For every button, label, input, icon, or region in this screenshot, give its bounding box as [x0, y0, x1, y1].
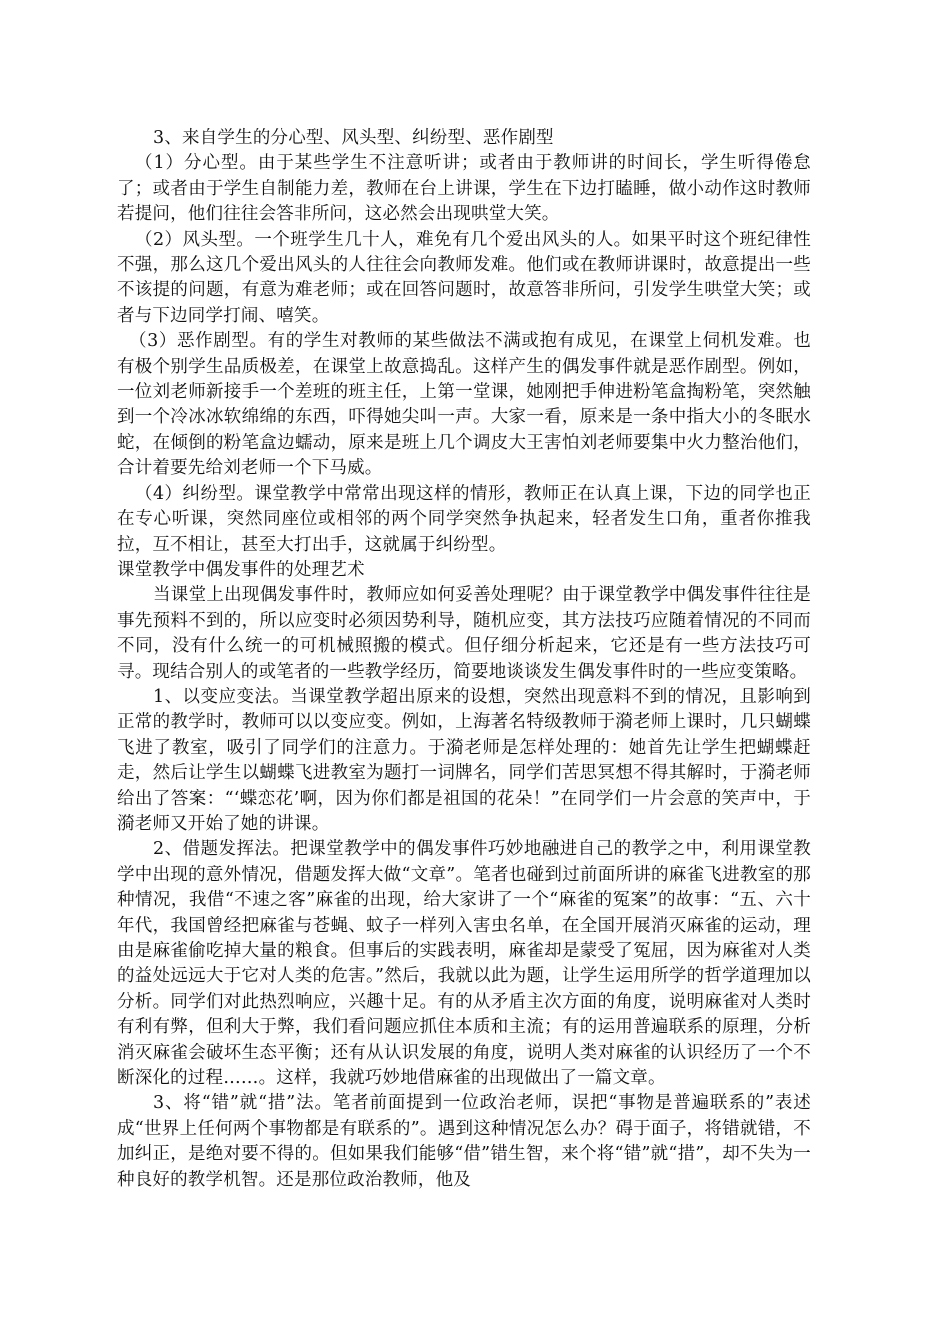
section-heading-student-types: 3、来自学生的分心型、风头型、纠纷型、恶作剧型	[153, 128, 554, 148]
paragraph-distraction-type: （1）分心型。由于某些学生不注意听讲；或者由于教师讲的时间长，学生听得倦怠了；或者由于学生自制能力差，教师在台上讲课，学生在下边打瞌睡，做小动作这时教师若提问，他们往往会答非所问，这必然会出现哄堂大笑。	[117, 153, 811, 225]
paragraph-handling-intro: 当课堂上出现偶发事件时，教师应如何妥善处理呢？由于课堂教学中偶发事件往往是事先预料不到的，所以应变时必须因势利导，随机应变，其方法技巧应随着情况的不同而不同，没有什么统一的可机械照搬的模式。但仔细分析起来，它还是有一些方法技巧可寻。现结合别人的或笔者的一些教学经历，简要地谈谈发生偶发事件时的一些应变策略。	[117, 585, 811, 682]
paragraph-method-adapt: 1、以变应变法。当课堂教学超出原来的设想，突然出现意料不到的情况，且影响到正常的教学时，教师可以以变应变。例如，上海著名特级教师于漪老师上课时，几只蝴蝶飞进了教室，吸引了同学们的注意力。于漪老师是怎样处理的：她首先让学生把蝴蝶赶走，然后让学生以蝴蝶飞进教室为题打一词牌名，同学们苦思冥想不得其解时，于漪老师给出了答案：“‘蝶恋花’啊，因为你们都是祖国的花朵！”在同学们一片会意的笑声中，于漪老师又开始了她的讲课。	[117, 686, 811, 834]
paragraph-method-borrow-topic: 2、借题发挥法。把课堂教学中的偶发事件巧妙地融进自己的教学之中，利用课堂教学中出现的意外情况，借题发挥大做“文章”。笔者也碰到过前面所讲的麻雀飞进教室的那种情况，我借“不速之客”麻雀的出现，给大家讲了一个“麻雀的冤案”的故事：“五、六十年代，我国曾经把麻雀与苍蝇、蚊子一样列入害虫名单，在全国开展消灭麻雀的运动，理由是麻雀偷吃掉大量的粮食。但事后的实践表明，麻雀却是蒙受了冤屈，因为麻雀对人类的益处远远大于它对人类的危害。”然后，我就以此为题，让学生运用所学的哲学道理加以分析。同学们对此热烈响应，兴趣十足。有的从矛盾主次方面的角度，说明麻雀对人类时有利有弊，但利大于弊，我们看问题应抓住本质和主流；有的运用普遍联系的原理，分析消灭麻雀会破坏生态平衡；还有从认识发展的角度，说明人类对麻雀的认识经历了一个不断深化的过程……。这样，我就巧妙地借麻雀的出现做出了一篇文章。	[117, 839, 811, 1089]
paragraph-dispute-type: （4）纠纷型。课堂教学中常常出现这样的情形，教师正在认真上课，下边的同学也正在专心听课，突然同座位或相邻的两个同学突然争执起来，轻者发生口角，重者你推我拉，互不相让，甚至大打出手，这就属于纠纷型。	[117, 483, 811, 555]
paragraph-showoff-type: （2）风头型。一个班学生几十人，难免有几个爱出风头的人。如果平时这个班纪律性不强，那么这几个爱出风头的人往往会向教师发难。他们或在教师讲课时，故意提出一些不该提的问题，有意为难老师；或在回答问题时，故意答非所问，引发学生哄堂大笑；或者与下边同学打闹、嘻笑。	[117, 229, 811, 326]
paragraph-prank-type: （3）恶作剧型。有的学生对教师的某些做法不满或抱有成见，在课堂上伺机发难。也有极个别学生品质极差，在课堂上故意捣乱。这样产生的偶发事件就是恶作剧型。例如，一位刘老师新接手一个差班的班主任，上第一堂课，她刚把手伸进粉笔盒掏粉笔，突然触到一个冷冰冰软绵绵的东西，吓得她尖叫一声。大家一看，原来是一条中指大小的冬眠水蛇，在倾倒的粉笔盒边蠕动，原来是班上几个调皮大王害怕刘老师要集中火力整治他们，合计着要先给刘老师一个下马威。	[117, 331, 811, 479]
paragraph-method-mistake: 3、将“错”就“措”法。笔者前面提到一位政治老师，误把“事物是普遍联系的”表述成“世界上任何两个事物都是有联系的”。遇到这种情况怎么办？碍于面子，将错就错，不加纠正，是绝对要不得的。但如果我们能够“借”错生智，来个将“错”就“措”，却不失为一种良好的教学机智。还是那位政治教师，他及	[117, 1093, 811, 1190]
document-page	[117, 126, 811, 1193]
section-heading-handling-art: 课堂教学中偶发事件的处理艺术	[117, 559, 365, 580]
